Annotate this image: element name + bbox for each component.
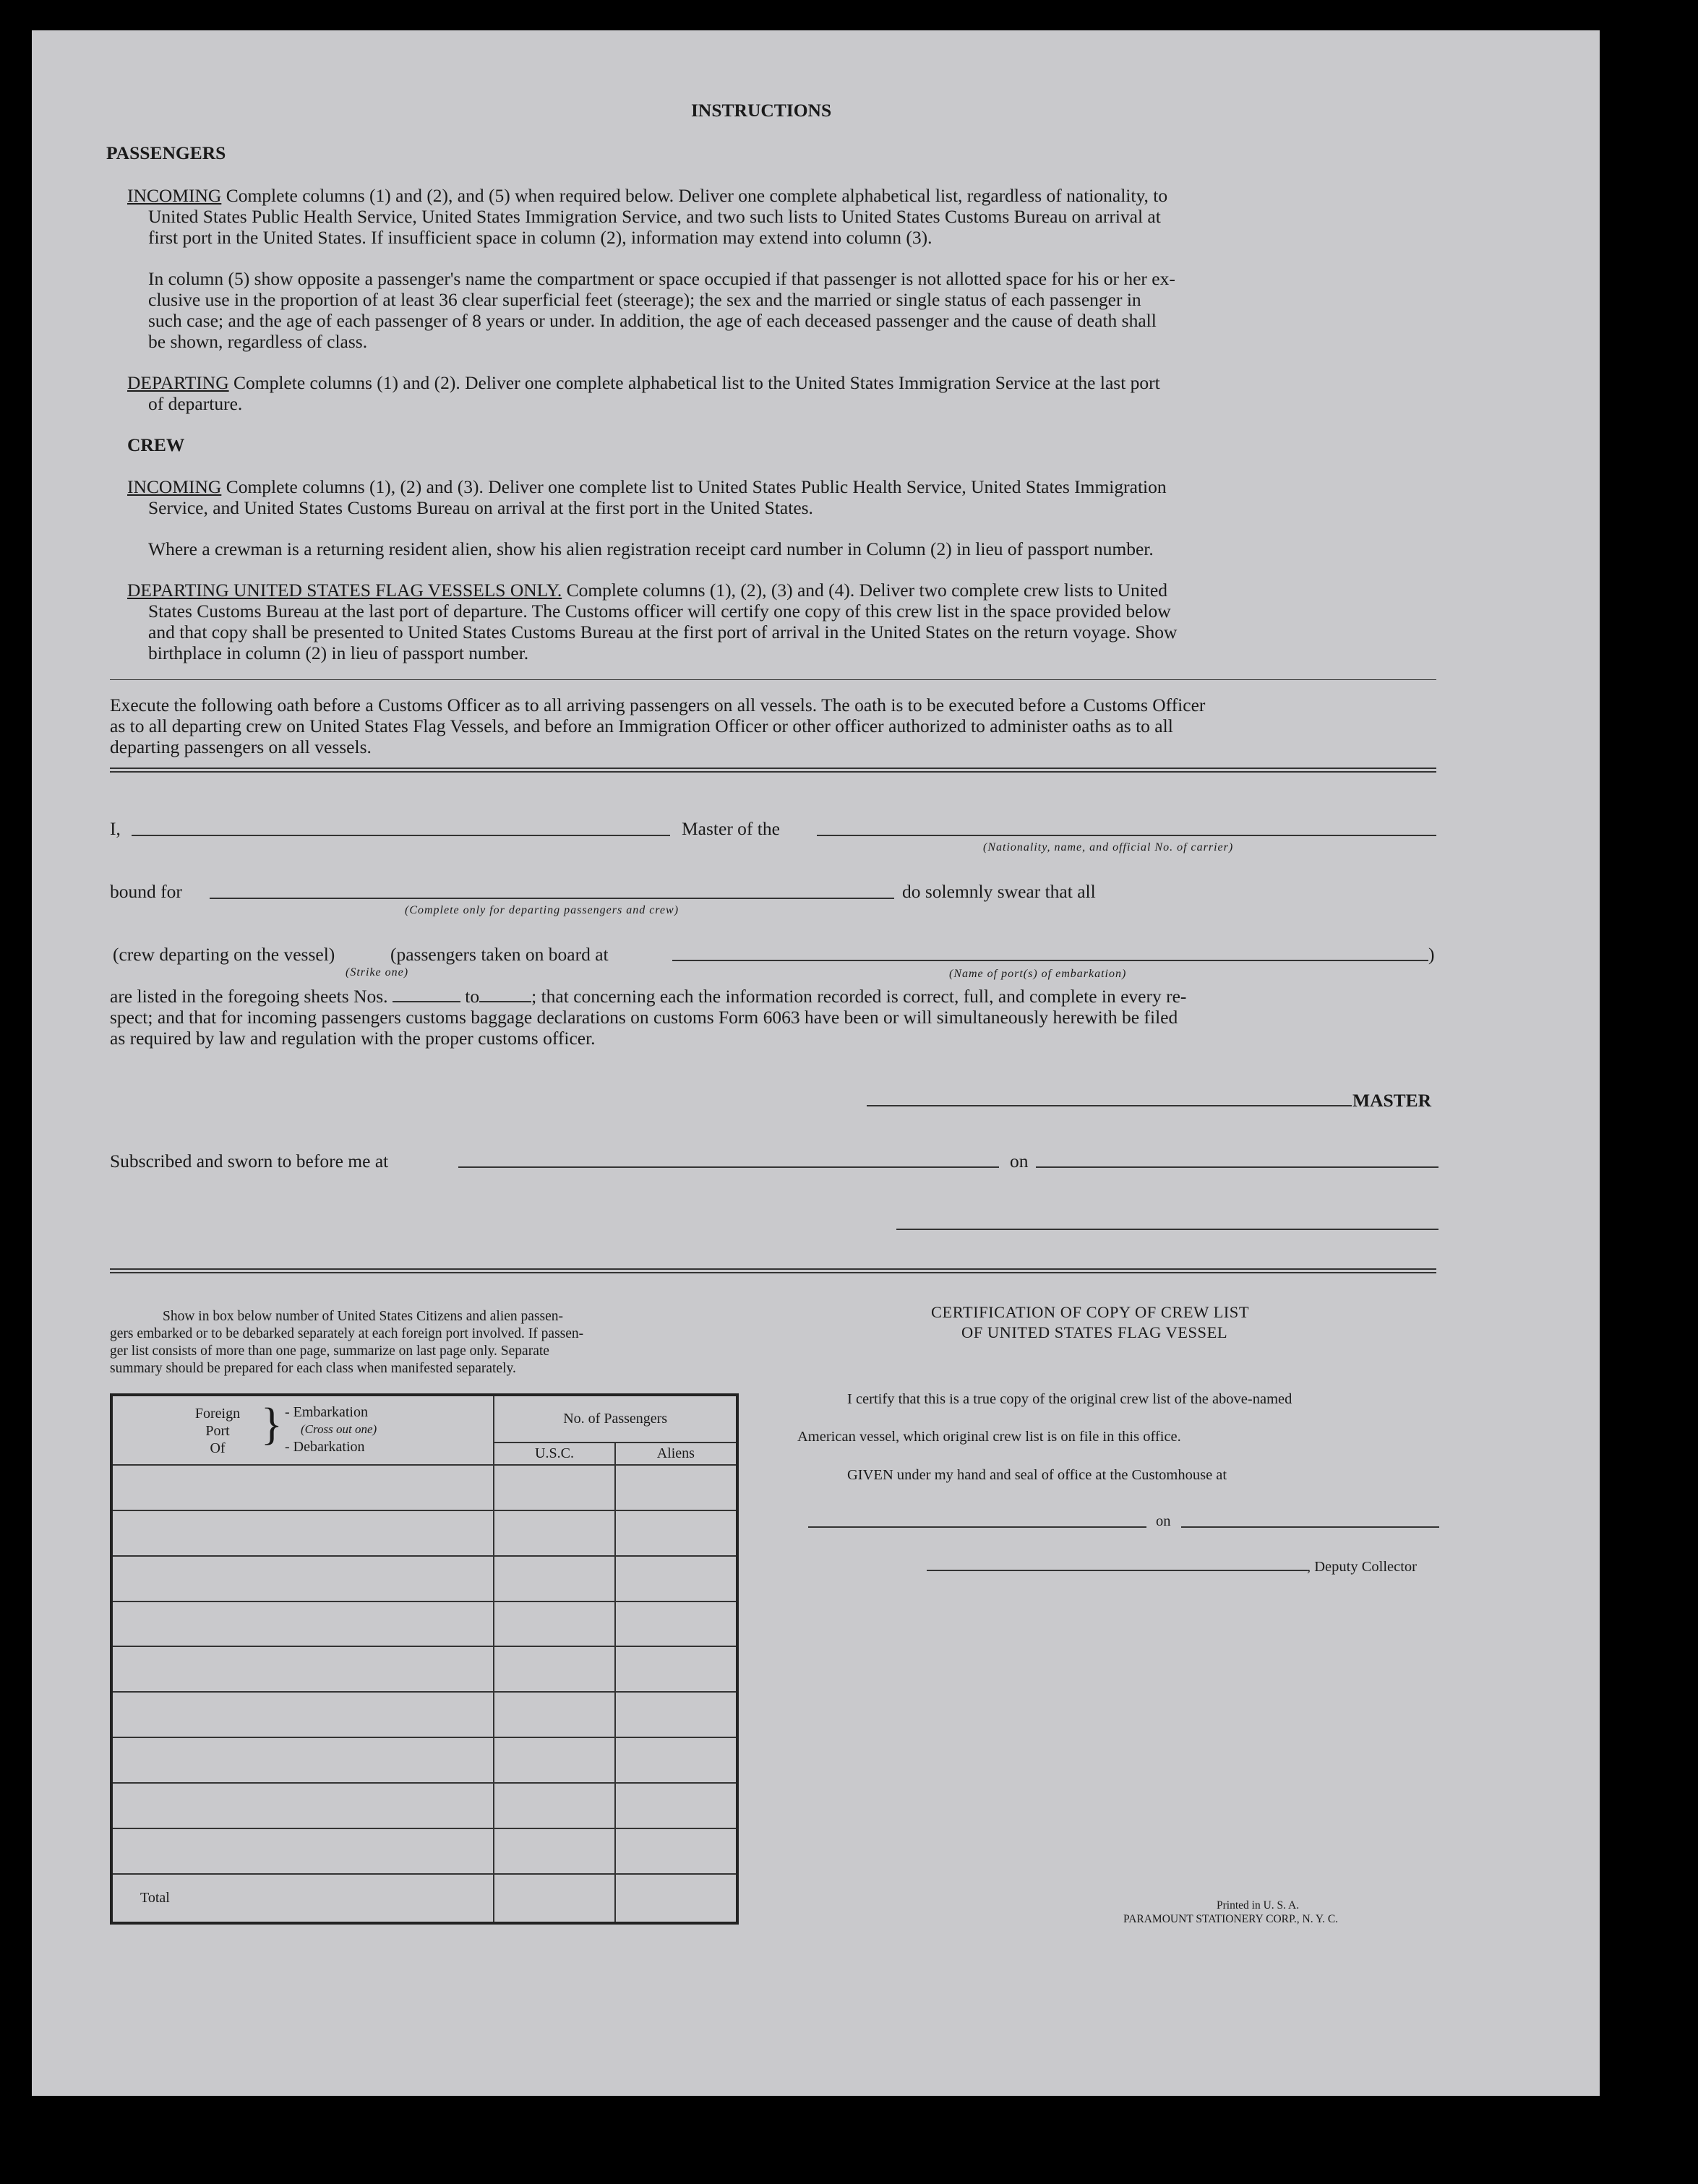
printer-line-2: PARAMOUNT STATIONERY CORP., N. Y. C.: [1123, 1913, 1339, 1925]
flag-text-3: and that copy shall be presented to United States Customs Bureau at the first port of arrival in the United States on the return voyage. Show: [148, 622, 1178, 642]
usc-cell[interactable]: [494, 1556, 614, 1602]
port-cell[interactable]: [111, 1692, 494, 1737]
usc-cell[interactable]: [494, 1646, 614, 1692]
aliens-cell[interactable]: [615, 1602, 737, 1647]
required-line: as required by law and regulation with the proper customs officer.: [110, 1028, 596, 1049]
table-row: [111, 1556, 737, 1602]
aliens-header: Aliens: [615, 1443, 737, 1465]
passengers-heading: PASSENGERS: [106, 142, 226, 163]
bound-note: (Complete only for departing passengers and crew): [405, 904, 679, 916]
port-cell[interactable]: [111, 1646, 494, 1692]
usc-header: U.S.C.: [494, 1443, 614, 1465]
usc-cell[interactable]: [494, 1737, 614, 1783]
departing-text-2: of departure.: [148, 393, 243, 414]
oath-i-label: I,: [110, 818, 121, 839]
passengers-taken-label: (passengers taken on board at: [390, 944, 609, 965]
table-row: [111, 1510, 737, 1556]
departing-text-1: Complete columns (1) and (2). Deliver one complete alphabetical list to the United States Immigration Service at the last port: [233, 372, 1160, 393]
crew-heading: CREW: [127, 434, 185, 455]
divider: [110, 679, 1436, 680]
port-cell[interactable]: [111, 1556, 494, 1602]
subscribed-date-field[interactable]: [1036, 1166, 1438, 1168]
carrier-field[interactable]: [817, 835, 1436, 836]
aliens-cell[interactable]: [615, 1556, 737, 1602]
port-cell[interactable]: [111, 1602, 494, 1647]
double-rule-bottom: [110, 1268, 1436, 1273]
summary-note-4: summary should be prepared for each class when manifested separately.: [110, 1361, 516, 1376]
usc-cell[interactable]: [494, 1828, 614, 1874]
summary-note-3: ger list consists of more than one page, summarize on last page only. Separate: [110, 1343, 549, 1359]
oath-intro-3: departing passengers on all vessels.: [110, 736, 372, 757]
departing-line-1: [127, 372, 1160, 393]
incoming-label: INCOMING: [127, 185, 222, 206]
brace-icon: }: [261, 1400, 283, 1449]
sheet-to-field[interactable]: [479, 986, 531, 1002]
strike-one-note: (Strike one): [346, 966, 409, 979]
certification-title-2: OF UNITED STATES FLAG VESSEL: [961, 1323, 1228, 1341]
departing-label: DEPARTING: [127, 372, 229, 393]
cert-date-field[interactable]: [1181, 1526, 1439, 1528]
crew-incoming-text-2: Service, and United States Customs Bureau on arrival at the first port in the United States.: [148, 497, 813, 518]
crew-incoming-label: INCOMING: [127, 476, 222, 497]
total-label: Total: [111, 1874, 494, 1923]
deputy-signature-field[interactable]: [927, 1570, 1308, 1571]
aliens-cell[interactable]: [615, 1510, 737, 1556]
sheets-label: are listed in the foregoing sheets Nos.: [110, 986, 388, 1007]
summary-note-2: gers embarked or to be debarked separately at each foreign port involved. If passen-: [110, 1326, 584, 1341]
certify-line-1: I certify that this is a true copy of the original crew list of the above-named: [847, 1391, 1292, 1407]
total-aliens-cell[interactable]: [615, 1874, 737, 1923]
flag-text-2: States Customs Bureau at the last port of departure. The Customs officer will certify one copy of this crew list in the space provided below: [148, 601, 1171, 622]
certification-title-1: CERTIFICATION OF COPY OF CREW LIST: [931, 1303, 1250, 1321]
spect-line: spect; and that for incoming passengers customs baggage declarations on customs Form 6063 have been or will simultaneously herewith be filed: [110, 1007, 1178, 1028]
debarkation-label: - Debarkation: [285, 1439, 365, 1455]
ports-field[interactable]: [672, 960, 1428, 961]
aliens-cell[interactable]: [615, 1465, 737, 1510]
double-rule-top: [110, 768, 1436, 773]
table-row: [111, 1783, 737, 1828]
aliens-cell[interactable]: [615, 1692, 737, 1737]
foreign-label: Foreign: [194, 1406, 241, 1422]
column5-text-4: be shown, regardless of class.: [148, 331, 368, 352]
aliens-cell[interactable]: [615, 1646, 737, 1692]
close-paren: ): [1428, 944, 1435, 965]
table-row: [111, 1646, 737, 1692]
port-cell[interactable]: [111, 1783, 494, 1828]
table-row: [111, 1465, 737, 1510]
given-line: GIVEN under my hand and seal of office at the Customhouse at: [847, 1467, 1227, 1483]
column5-text-2: clusive use in the proportion of at least 36 clear superficial feet (steerage); the sex and the married or single status of each passenger in: [148, 289, 1141, 310]
sheets-text: ; that concerning each the information recorded is correct, full, and complete in every re-: [531, 986, 1187, 1007]
instructions-title: INSTRUCTIONS: [691, 100, 832, 121]
cert-on-label: on: [1156, 1513, 1171, 1529]
cross-out-label: (Cross out one): [301, 1422, 377, 1436]
sheets-line: [110, 986, 1186, 1007]
ports-note: (Name of port(s) of embarkation): [949, 968, 1127, 980]
aliens-cell[interactable]: [615, 1783, 737, 1828]
aliens-cell[interactable]: [615, 1737, 737, 1783]
oath-intro-2: as to all departing crew on United States Flag Vessels, and before an Immigration Officer or other officer authorized to administer oaths as to all: [110, 715, 1173, 736]
bound-for-field[interactable]: [210, 898, 894, 899]
usc-cell[interactable]: [494, 1465, 614, 1510]
master-of-the-label: Master of the: [682, 818, 780, 839]
of-label: Of: [210, 1440, 226, 1456]
master-name-field[interactable]: [132, 835, 670, 836]
column5-text-1: In column (5) show opposite a passenger's name the compartment or space occupied if that passenger is not allotted space for his or her ex-: [148, 268, 1175, 289]
bound-for-label: bound for: [110, 881, 182, 902]
column5-text-3: such case; and the age of each passenger of 8 years or under. In addition, the age of each deceased passenger and the cause of death shall: [148, 310, 1157, 331]
oath-intro-1: Execute the following oath before a Customs Officer as to all arriving passengers on all vessels. The oath is to be executed before a Customs Officer: [110, 695, 1206, 715]
officer-signature-field[interactable]: [896, 1229, 1438, 1230]
total-row: [111, 1874, 737, 1923]
crew-incoming-text-1: Complete columns (1), (2) and (3). Deliver one complete list to United States Public Health Service, United States Immigration: [226, 476, 1167, 497]
usc-cell[interactable]: [494, 1602, 614, 1647]
passenger-summary-table: [110, 1393, 739, 1925]
flag-line-1: [127, 580, 1167, 601]
table-row: [111, 1737, 737, 1783]
no-of-passengers-header: No. of Passengers: [494, 1395, 737, 1443]
total-usc-cell[interactable]: [494, 1874, 614, 1923]
aliens-cell[interactable]: [615, 1828, 737, 1874]
subscribed-place-field[interactable]: [458, 1166, 999, 1168]
port-cell[interactable]: [111, 1510, 494, 1556]
flag-text-1: Complete columns (1), (2), (3) and (4). Deliver two complete crew lists to United: [566, 580, 1167, 601]
carrier-note: (Nationality, name, and official No. of carrier): [983, 841, 1234, 854]
port-cell[interactable]: [111, 1737, 494, 1783]
printer-line-1: Printed in U. S. A.: [1217, 1899, 1300, 1912]
incoming-text-2: United States Public Health Service, United States Immigration Service, and two such lists to United States Customs Bureau on arrival at: [148, 206, 1161, 227]
port-label: Port: [205, 1423, 230, 1439]
port-cell[interactable]: [111, 1828, 494, 1874]
sheet-from-field[interactable]: [393, 986, 460, 1002]
certify-line-2: American vessel, which original crew list is on file in this office.: [797, 1429, 1181, 1445]
port-cell[interactable]: [111, 1465, 494, 1510]
subscribed-label: Subscribed and sworn to before me at: [110, 1151, 389, 1171]
table-row: [111, 1828, 737, 1874]
table-row: [111, 1692, 737, 1737]
sheets-to-label: to: [465, 986, 480, 1007]
usc-cell[interactable]: [494, 1692, 614, 1737]
swear-label: do solemnly swear that all: [902, 881, 1096, 902]
usc-cell[interactable]: [494, 1510, 614, 1556]
incoming-text-3: first port in the United States. If insufficient space in column (2), information may extend into column (3).: [148, 227, 932, 248]
flag-text-4: birthplace in column (2) in lieu of passport number.: [148, 642, 529, 663]
subscribed-on-label: on: [1010, 1151, 1029, 1171]
crewman-text: Where a crewman is a returning resident alien, show his alien registration receipt card number in Column (2) in lieu of passport number.: [148, 538, 1154, 559]
incoming-line-1: [127, 185, 1167, 206]
embarkation-label: - Embarkation: [285, 1404, 368, 1420]
incoming-text-1: Complete columns (1) and (2), and (5) when required below. Deliver one complete alphabetical list, regardless of nationality, to: [226, 185, 1168, 206]
port-header-cell: [111, 1395, 494, 1465]
crew-departing-label: (crew departing on the vessel): [113, 944, 335, 965]
deputy-collector-label: , Deputy Collector: [1307, 1559, 1418, 1575]
master-label: MASTER: [1352, 1090, 1432, 1111]
crew-incoming-line-1: [127, 476, 1167, 497]
flag-label: DEPARTING UNITED STATES FLAG VESSELS ONLY.: [127, 580, 562, 601]
table-row: [111, 1602, 737, 1647]
master-signature-field[interactable]: [867, 1105, 1352, 1106]
usc-cell[interactable]: [494, 1783, 614, 1828]
summary-note-1: Show in box below number of United States Citizens and alien passen-: [163, 1309, 564, 1324]
customhouse-field[interactable]: [808, 1526, 1146, 1528]
